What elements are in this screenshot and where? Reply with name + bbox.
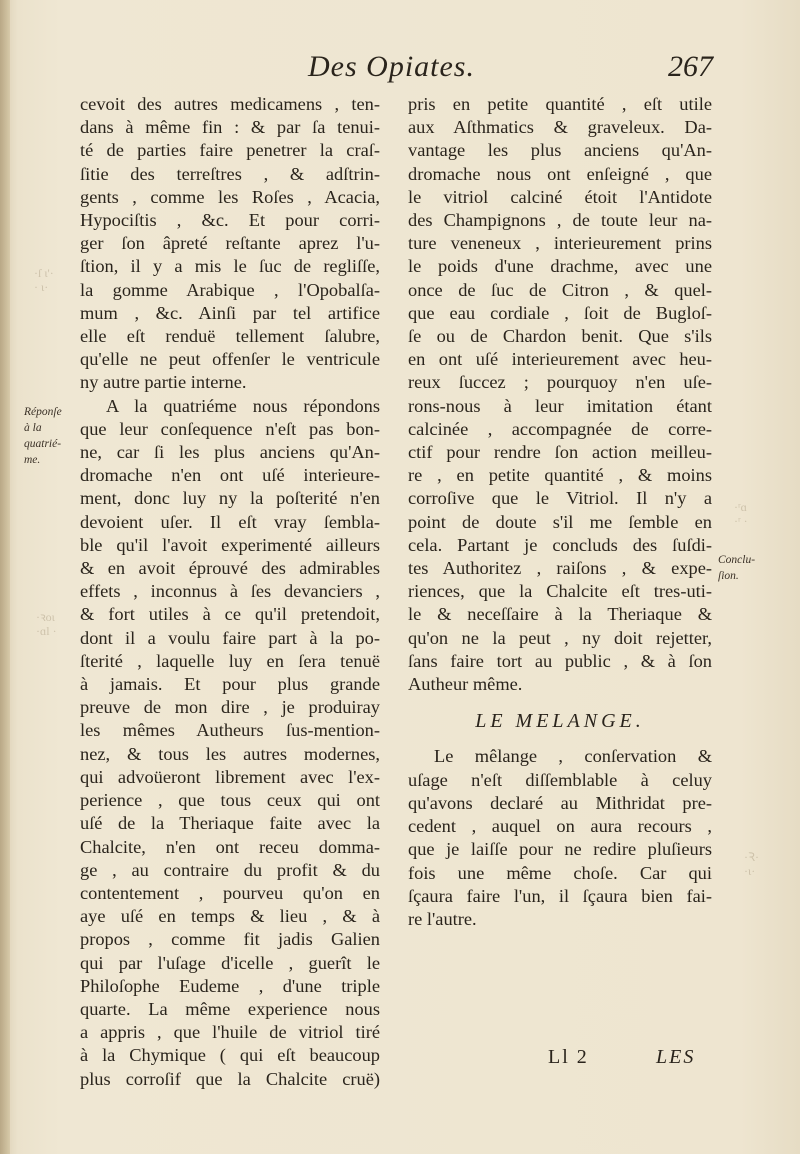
- margin-note-line: quatrié-: [24, 438, 62, 450]
- text-line: uſé de la Theriaque faite avec la: [80, 813, 380, 834]
- text-line: preuve de mon dire , je produiray: [80, 697, 380, 718]
- running-title: Des Opiates.: [308, 50, 475, 83]
- text-line: Le mêlange , conſervation &: [434, 746, 712, 767]
- text-line: à jamais. Et pour plus grande: [80, 674, 380, 695]
- text-line: Autheur même.: [408, 674, 523, 695]
- show-through-text: ·ſ ι'· · ι·: [34, 266, 54, 294]
- text-line: effets , inconnus à ſes devanciers ,: [80, 581, 380, 602]
- text-line: le vitriol calciné étoit l'Antidote: [408, 186, 712, 207]
- text-line: calcinée , accompagnée de corre-: [408, 418, 712, 439]
- text-line: ſans faire tort au public , & à ſon: [408, 650, 712, 671]
- text-line: ſitie des terreſtres , & adſtrin-: [80, 163, 380, 184]
- text-line: contentement , pourveu qu'on en: [80, 882, 380, 903]
- text-line: ny autre partie interne.: [80, 372, 247, 393]
- margin-note-line: Conclu-: [718, 554, 756, 566]
- text-line: tes Authoritez , raiſons , & expe-: [408, 558, 712, 579]
- text-line: once de ſuc de Citron , & quel-: [408, 279, 712, 300]
- text-line: cevoit des autres medicamens , ten-: [80, 94, 380, 114]
- text-line: ſtion, il y a mis le ſuc de regliſſe,: [80, 256, 380, 277]
- text-line: Hypociſtis , &c. Et pour corri-: [80, 210, 380, 231]
- text-line: des Champignons , de toute leur na-: [408, 210, 712, 231]
- text-line: le poids d'une drachme, avec une: [408, 256, 712, 277]
- text-line: gents , comme les Roſes , Acacia,: [80, 186, 380, 207]
- text-line: ble qu'il l'avoit experimenté ailleurs: [80, 534, 380, 555]
- show-through-text: ·ꝛοι ·ɑl ·: [36, 610, 57, 638]
- text-line: mum , &c. Ainſi par tel artifice: [80, 302, 380, 323]
- page-number: 267: [668, 50, 713, 83]
- left-text-column: [80, 93, 380, 1091]
- text-line: & en avoit éprouvé des admirables: [80, 558, 380, 579]
- signature-mark: Ll 2: [548, 1046, 589, 1068]
- text-line: point de doute s'il me ſemble en: [408, 511, 712, 532]
- show-through-text: ·Ꝛ· ·ι·: [744, 850, 760, 878]
- text-line: ger ſon âpreté reſtante aprez l'u-: [80, 233, 380, 254]
- text-line: cedent , auquel on aura recours ,: [408, 816, 712, 837]
- text-line: & fort utiles à ce qu'il pretendoit,: [80, 604, 380, 625]
- text-line: ſçaura faire l'un, il ſçaura bien fai-: [408, 885, 712, 906]
- text-line: Philoſophe Eudeme , d'une triple: [80, 975, 380, 996]
- text-line: quarte. La même experience nous: [80, 998, 380, 1019]
- section-heading: LE MELANGE.: [475, 710, 645, 733]
- text-line: uſage n'eſt diſſemblable à celuy: [408, 769, 712, 790]
- text-line: vantage les plus anciens qu'An-: [408, 140, 712, 161]
- text-line: re l'autre.: [408, 908, 477, 929]
- text-line: nez, & tous les autres modernes,: [80, 743, 380, 764]
- text-line: rons-nous à leur imitation étant: [408, 395, 712, 416]
- text-line: que je laiſſe pour ne redire pluſieurs: [408, 839, 712, 860]
- text-line: devoient uſer. Il eſt vray ſembla-: [80, 511, 380, 532]
- text-line: perience , que tous ceux qui ont: [80, 790, 380, 811]
- text-line: à la Chymique ( qui eſt beaucoup: [80, 1045, 380, 1066]
- text-line: ſterité , laquelle luy en ſera tenuë: [80, 650, 380, 671]
- text-line: dromache nous ont enſeigné , que: [408, 163, 712, 184]
- text-line: qui advoüeront librement avec l'ex-: [80, 766, 380, 787]
- margin-note-conclusion: [718, 552, 778, 584]
- margin-note-reponse: [24, 404, 74, 468]
- text-line: que eau cordiale , ſoit de Bugloſ-: [408, 302, 712, 323]
- text-line: A la quatriéme nous répondons: [106, 395, 380, 416]
- text-line: en ont uſé interieurement avec heu-: [408, 349, 712, 370]
- text-line: riences, que la Chalcite eſt tres-uti-: [408, 581, 712, 602]
- text-line: qu'elle ne peut offenſer le ventricule: [80, 349, 380, 370]
- text-line: ne, car ſi les plus anciens qu'An-: [80, 442, 380, 463]
- margin-note-line: à la: [24, 422, 42, 434]
- margin-note-line: ſion.: [718, 570, 739, 582]
- margin-note-line: me.: [24, 454, 41, 466]
- text-line: re , en petite quantité , & moins: [408, 465, 712, 486]
- text-line: elle eſt renduë tellement ſalubre,: [80, 326, 380, 347]
- text-line: aux Aſthmatics & graveleux. Da-: [408, 117, 712, 138]
- text-line: dromache n'en ont uſé interieure-: [80, 465, 380, 486]
- text-line: reux ſuccez ; pourquoy n'en uſe-: [408, 372, 712, 393]
- text-line: fois une même choſe. Car qui: [408, 862, 712, 883]
- text-line: ge , au contraire du profit & du: [80, 859, 380, 880]
- show-through-text: ·ʳɑ ·ʳ ·: [734, 500, 748, 528]
- catchword: LES: [656, 1046, 696, 1068]
- text-line: aye uſé en temps & lieu , & à: [80, 906, 380, 927]
- text-line: dans à même fin : & par ſa tenui-: [80, 117, 380, 138]
- text-line: té de parties faire penetrer la craſ-: [80, 140, 380, 161]
- text-line: les mêmes Autheurs ſus-mention-: [80, 720, 380, 741]
- text-line: qu'on ne la peut , ny doit rejetter,: [408, 627, 712, 648]
- text-line: ture veneneux , interieurement prins: [408, 233, 712, 254]
- text-line: qu'avons declaré au Mithridat pre-: [408, 792, 712, 813]
- page-binding-edge: [0, 0, 10, 1154]
- text-line: plus corroſif que la Chalcite cruë): [80, 1068, 380, 1089]
- text-line: ſe ou de Chardon benit. Que s'ils: [408, 326, 712, 347]
- text-line: Chalcite, n'en ont receu domma-: [80, 836, 380, 857]
- text-line: a appris , que l'huile de vitriol tiré: [80, 1022, 380, 1043]
- text-line: qui par l'uſage d'icelle , guerît le: [80, 952, 380, 973]
- text-line: propos , comme fit jadis Galien: [80, 929, 380, 950]
- right-text-column: [408, 93, 712, 931]
- text-line: corroſive que le Vitriol. Il n'y a: [408, 488, 712, 509]
- text-line: que leur conſequence n'eſt pas bon-: [80, 418, 380, 439]
- text-line: pris en petite quantité , eſt utile: [408, 94, 712, 114]
- text-line: la gomme Arabique , l'Opobalſa-: [80, 279, 380, 300]
- margin-note-line: Réponſe: [24, 406, 62, 418]
- text-line: ctif pour rendre ſon action meilleu-: [408, 442, 712, 463]
- text-line: cela. Partant je concluds des ſuſdi-: [408, 534, 712, 555]
- text-line: dont il a voulu faire part à la po-: [80, 627, 380, 648]
- text-line: le & neceſſaire à la Theriaque &: [408, 604, 712, 625]
- text-line: ment, donc luy ny la poſterité n'en: [80, 488, 380, 509]
